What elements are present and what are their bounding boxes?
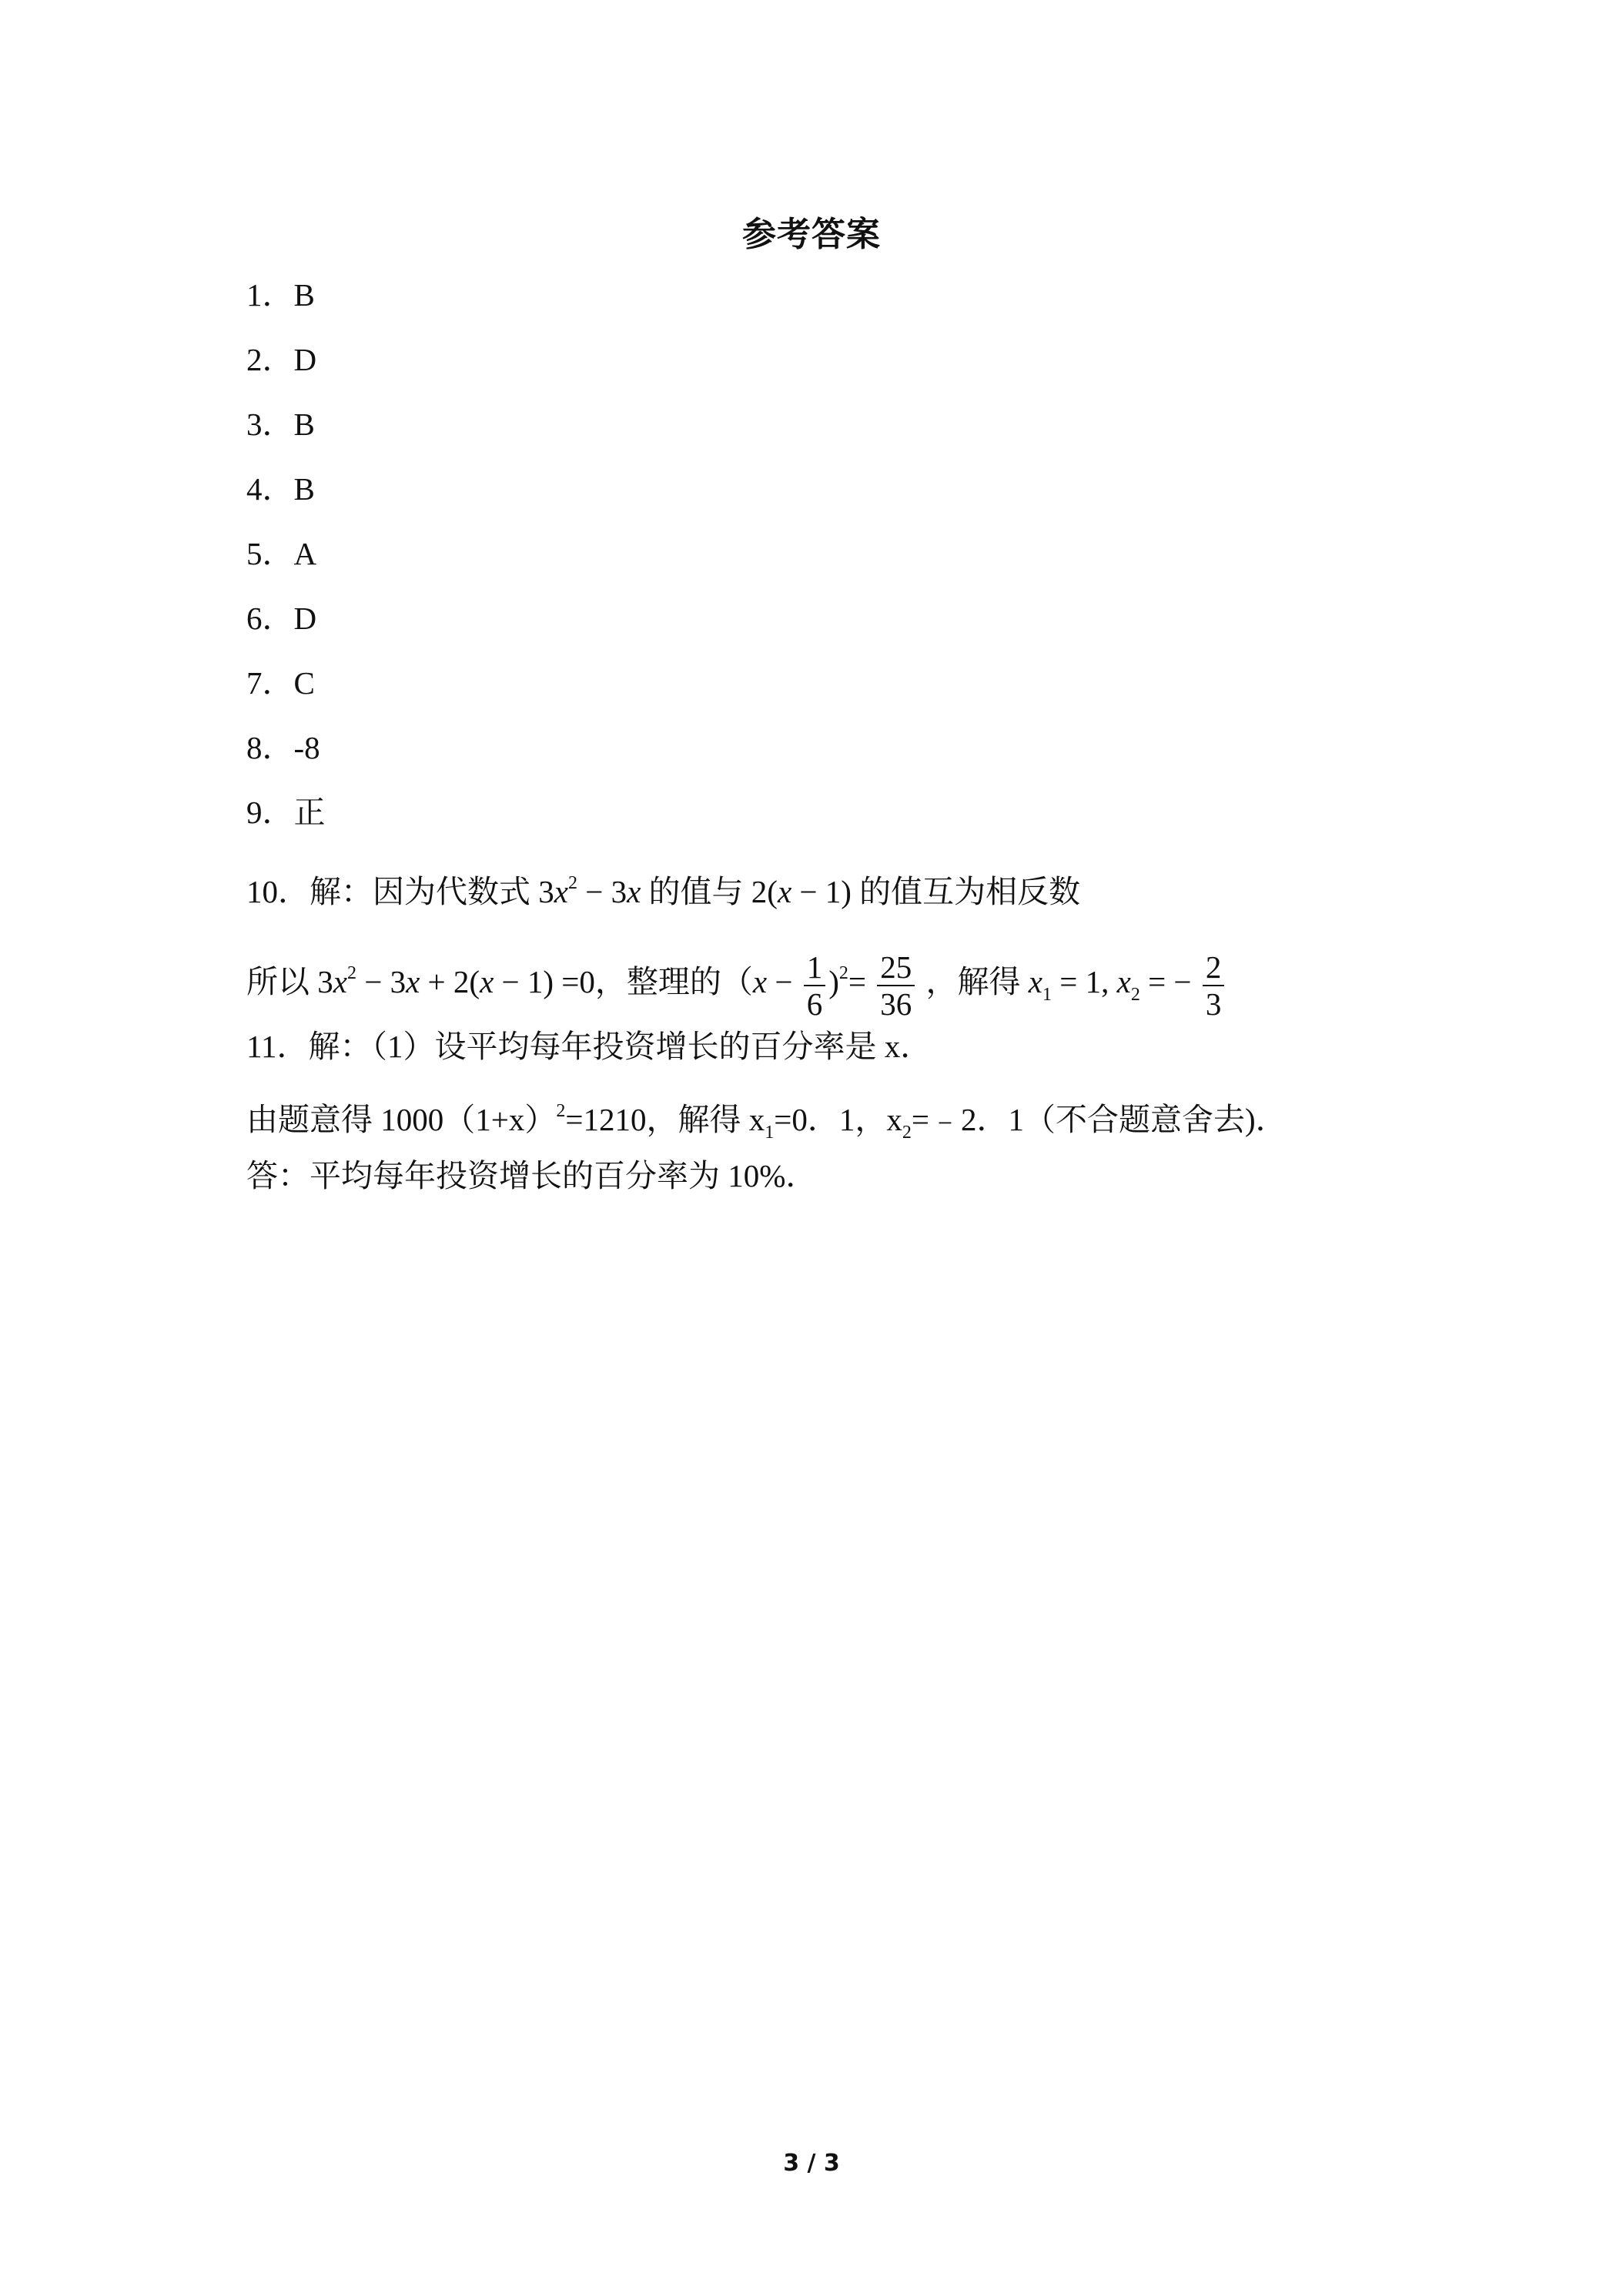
answer-3: 3．B — [246, 407, 315, 442]
q11-line-3: 答：平均每年投资增长的百分率为 10%． — [246, 1158, 818, 1193]
answer-5: 5．A — [246, 536, 317, 571]
answer-2: 2．D — [246, 342, 317, 377]
fraction-one-sixth: $\frac{1}{6}$ — [804, 949, 826, 1022]
fraction-25-36: $\frac{25}{36}$ — [877, 949, 915, 1022]
answer-1: 1．B — [246, 277, 315, 313]
page-title: 参考答案 — [742, 215, 881, 254]
q10-line-1: 10．解：因为代数式 $3x^2 - 3x$ 的值与 2(x − 1) 的值互为相反数 — [246, 873, 1081, 909]
fraction-two-thirds: $\frac{2}{3}$ — [1203, 949, 1225, 1022]
q10-line-2: 所以 $3x^2 - 3x + 2(x - 1) =0$，整理的（x − $\frac{1}{6}$ )$^2$= $\frac{25}{36}$ ，解得 $x_1 = 1$, $x_2$ = − $\frac{2}{3}$ — [246, 935, 1227, 1033]
answer-4: 4．B — [246, 471, 315, 507]
answer-9: 9．正 — [246, 795, 326, 830]
answer-6: 6．D — [246, 601, 317, 636]
answer-7: 7．C — [246, 665, 315, 701]
page-number: 3 / 3 — [783, 2150, 840, 2177]
q11-line-1: 11．解：（1）设平均每年投资增长的百分率是 x． — [246, 1029, 932, 1064]
q11-line-2: 由题意得 $1000(1+x)^2=1210$，解得 $x_1=0$．1，$x_2=﹣2$．1（不合题意舍去)． — [246, 1101, 1287, 1143]
answer-8: 8．-8 — [246, 730, 320, 765]
q10-expression-c: $3x^2 - 3x + 2(x - 1)$ — [317, 963, 554, 999]
q10-expression-b: 2(x − 1) — [751, 874, 852, 909]
q10-expression-a: $3x^2 - 3x$ — [538, 873, 641, 909]
